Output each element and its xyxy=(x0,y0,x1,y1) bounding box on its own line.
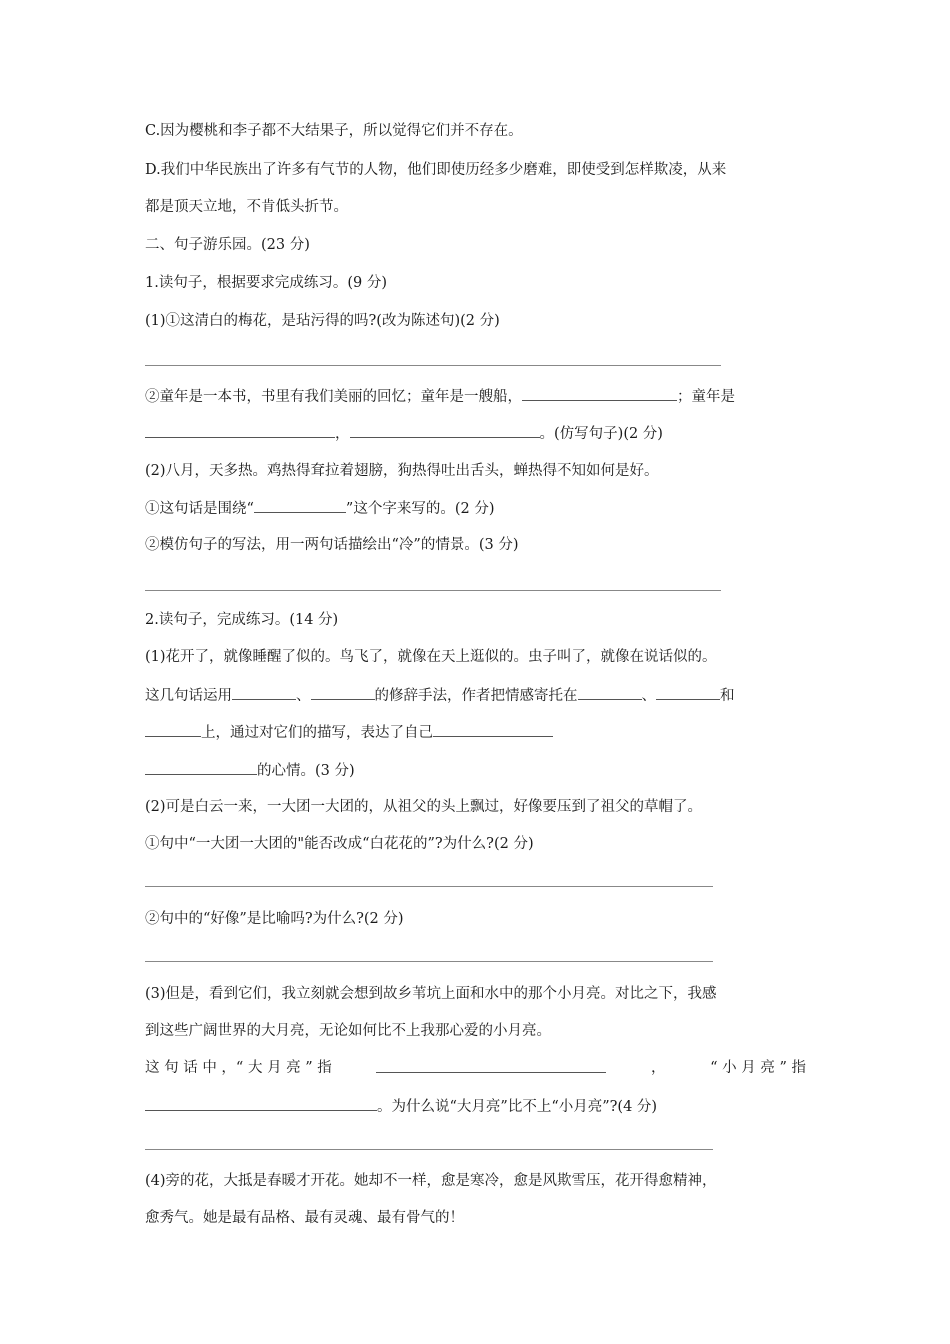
question-text: ②童年是一本书，书里有我们美丽的回忆；童年是一艘船， xyxy=(145,389,522,405)
fill-blank[interactable] xyxy=(656,685,720,700)
section-heading: 二、句子游乐园。(23 分) xyxy=(145,237,310,253)
question-text: 、 xyxy=(641,688,656,704)
question-text: ， xyxy=(651,1060,666,1076)
fill-blank[interactable] xyxy=(433,722,553,737)
answer-line[interactable] xyxy=(145,961,713,962)
question-1-1-text: (1)①这清白的梅花，是玷污得的吗?(改为陈述句)(2 分) xyxy=(145,313,500,329)
question-text: 和 xyxy=(720,688,735,704)
question-2-5-text: (2)可是白云一来，一大团一大团的，从祖父的头上飘过，好像要压到了祖父的草帽了。 xyxy=(145,799,703,815)
question-text: 。为什么说“大月亮”比不上“小月亮”?(4 分) xyxy=(377,1099,658,1115)
question-text: 。(仿写句子)(2 分) xyxy=(539,426,663,442)
question-1-5-text: ②模仿句子的写法，用一两句话描绘出“冷”的情景。(3 分) xyxy=(145,537,519,553)
question-2-11-line xyxy=(145,1096,657,1117)
question-2-9-text: 到这些广阔世界的大月亮，无论如何比不上我那心爱的小月亮。 xyxy=(145,1023,551,1039)
fill-blank[interactable] xyxy=(254,498,346,513)
question-2-heading: 2.读句子，完成练习。(14 分) xyxy=(145,612,339,628)
question-2-1-text: (1)花开了，就像睡醒了似的。鸟飞了，就像在天上逛似的。虫子叫了，就像在说话似的。 xyxy=(145,649,717,665)
question-text: “ 小 月 亮 ” 指 xyxy=(710,1060,806,1076)
question-2-4-line xyxy=(145,760,355,781)
fill-blank[interactable] xyxy=(578,685,642,700)
question-text: 的心情。(3 分) xyxy=(257,763,355,779)
fill-blank[interactable] xyxy=(232,685,296,700)
fill-blank[interactable] xyxy=(145,760,257,775)
answer-line[interactable] xyxy=(145,886,713,887)
question-text: 的修辞手法，作者把情感寄托在 xyxy=(374,688,578,704)
option-c-text: C.因为樱桃和李子都不大结果子，所以觉得它们并不存在。 xyxy=(145,123,523,139)
question-text: 这几句话运用 xyxy=(145,688,232,704)
question-1-3-text: (2)八月，天多热。鸡热得耷拉着翅膀，狗热得吐出舌头，蝉热得不知如何是好。 xyxy=(145,463,659,479)
question-text: 上，通过对它们的描写，表达了自己 xyxy=(201,725,433,741)
question-1-4-line xyxy=(145,498,494,519)
question-2-3-line xyxy=(145,722,553,743)
question-text: ， xyxy=(335,426,350,442)
question-2-13-text: 愈秀气。她是最有品格、最有灵魂、最有骨气的！ xyxy=(145,1210,464,1226)
question-text: ；童年是 xyxy=(677,389,735,405)
fill-blank[interactable] xyxy=(376,1058,606,1073)
fill-blank[interactable] xyxy=(522,386,677,401)
question-1-2-line2 xyxy=(145,423,663,444)
fill-blank[interactable] xyxy=(145,423,335,438)
option-d-text-line2: 都是顶天立地，不肯低头折节。 xyxy=(145,199,348,215)
fill-blank[interactable] xyxy=(145,722,201,737)
question-2-12-text: (4)旁的花，大抵是春暖才开花。她却不一样，愈是寒冷，愈是风欺雪压，花开得愈精神， xyxy=(145,1173,717,1189)
fill-blank[interactable] xyxy=(145,1096,377,1111)
fill-blank[interactable] xyxy=(311,685,375,700)
question-2-8-text: (3)但是，看到它们，我立刻就会想到故乡苇坑上面和水中的那个小月亮。对比之下，我感 xyxy=(145,986,717,1002)
answer-line[interactable] xyxy=(145,590,721,591)
answer-line[interactable] xyxy=(145,365,721,366)
question-text: 、 xyxy=(296,688,311,704)
question-1-2-line1 xyxy=(145,386,735,407)
question-2-7-text: ②句中的“好像”是比喻吗?为什么?(2 分) xyxy=(145,911,404,927)
question-2-6-text: ①句中“一大团一大团的"能否改成“白花花的”?为什么?(2 分) xyxy=(145,836,534,852)
option-d-text-line1: D.我们中华民族出了许多有气节的人物，他们即使历经多少磨难，即使受到怎样欺凌，从来 xyxy=(145,162,727,178)
question-1-heading: 1.读句子，根据要求完成练习。(9 分) xyxy=(145,275,387,291)
question-2-2-line xyxy=(145,685,735,706)
question-2-10-line xyxy=(145,1058,806,1078)
answer-line[interactable] xyxy=(145,1149,713,1150)
fill-blank[interactable] xyxy=(350,423,540,438)
question-text: 这 句 话 中 ，“ 大 月 亮 ” 指 xyxy=(145,1060,332,1076)
question-text: ”这个字来写的。(2 分) xyxy=(345,501,495,517)
question-text: ①这句话是围绕“ xyxy=(145,501,254,517)
